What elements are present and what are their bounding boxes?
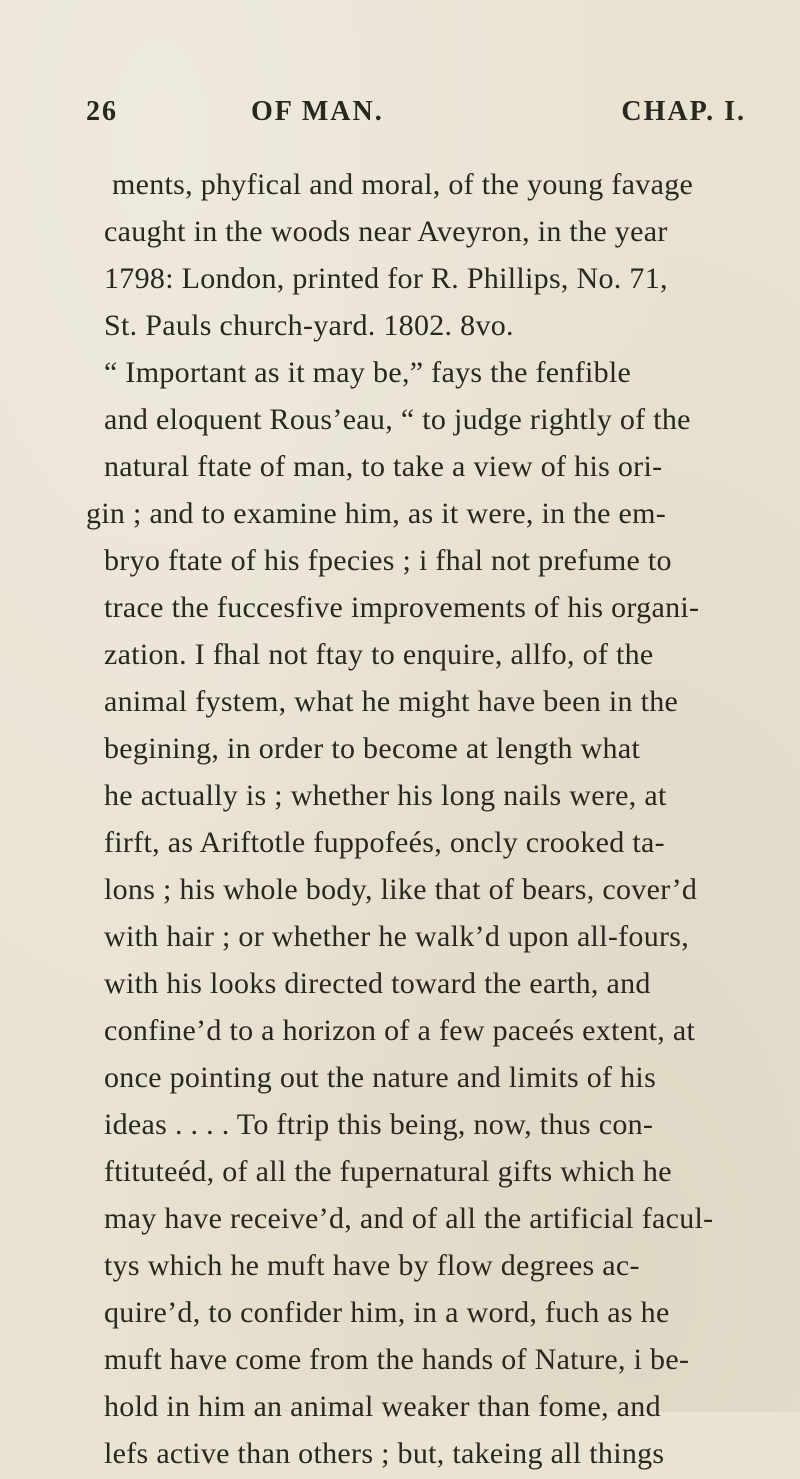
- text-line: caught in the woods near Aveyron, in the year: [104, 215, 668, 248]
- text-line: 1798: London, printed for R. Phillips, No. 71,: [104, 262, 668, 295]
- text-line: ments, phyfical and moral, of the young favage: [112, 168, 694, 201]
- text-line: with his looks directed toward the earth, and: [104, 967, 651, 1000]
- page-number: 26: [86, 96, 118, 127]
- text-line: hold in him an animal weaker than fome, and: [104, 1390, 661, 1423]
- text-line: and eloquent Rous’eau, “ to judge rightly of the: [104, 403, 691, 436]
- chapter-label: CHAP. I.: [621, 96, 746, 127]
- text-line: natural ftate of man, to take a view of his ori-: [104, 450, 663, 483]
- text-line: confine’d to a horizon of a few paceés extent, at: [104, 1014, 696, 1047]
- text-line: bryo ftate of his fpecies ; i fhal not prefume to: [104, 544, 672, 577]
- text-line: tys which he muft have by flow degrees ac-: [104, 1249, 640, 1282]
- text-line: begining, in order to become at length what: [104, 732, 641, 765]
- text-line: gin ; and to examine him, as it were, in the em-: [86, 497, 667, 530]
- text-line: trace the fuccesfive improvements of his organi-: [104, 591, 700, 624]
- running-title: OF MAN.: [251, 96, 384, 127]
- text-line: zation. I fhal not ftay to enquire, allfo, of the: [104, 638, 654, 671]
- text-line: “ Important as it may be,” fays the fenfible: [104, 356, 632, 389]
- text-line: he actually is ; whether his long nails were, at: [104, 779, 667, 812]
- text-line: ideas . . . . To ftrip this being, now, thus con-: [104, 1108, 654, 1141]
- text-line: with hair ; or whether he walk’d upon all-fours,: [104, 920, 690, 953]
- running-head: [86, 96, 746, 136]
- text-line: lons ; his whole body, like that of bears, cover’d: [104, 873, 698, 906]
- text-line: lefs active than others ; but, takeing all things: [104, 1437, 665, 1470]
- text-line: St. Pauls church-yard. 1802. 8vo.: [104, 309, 514, 342]
- text-line: firft, as Ariftotle fuppofeés, oncly crooked ta-: [104, 826, 665, 859]
- text-line: muft have come from the hands of Nature, i be-: [104, 1343, 690, 1376]
- text-line: may have receive’d, and of all the artificial facul-: [104, 1202, 714, 1235]
- text-line: animal fystem, what he might have been in the: [104, 685, 679, 718]
- text-line: once pointing out the nature and limits of his: [104, 1061, 657, 1094]
- text-line: ftituteéd, of all the fupernatural gifts which he: [104, 1155, 672, 1188]
- text-line: quire’d, to confider him, in a word, fuch as he: [104, 1296, 670, 1329]
